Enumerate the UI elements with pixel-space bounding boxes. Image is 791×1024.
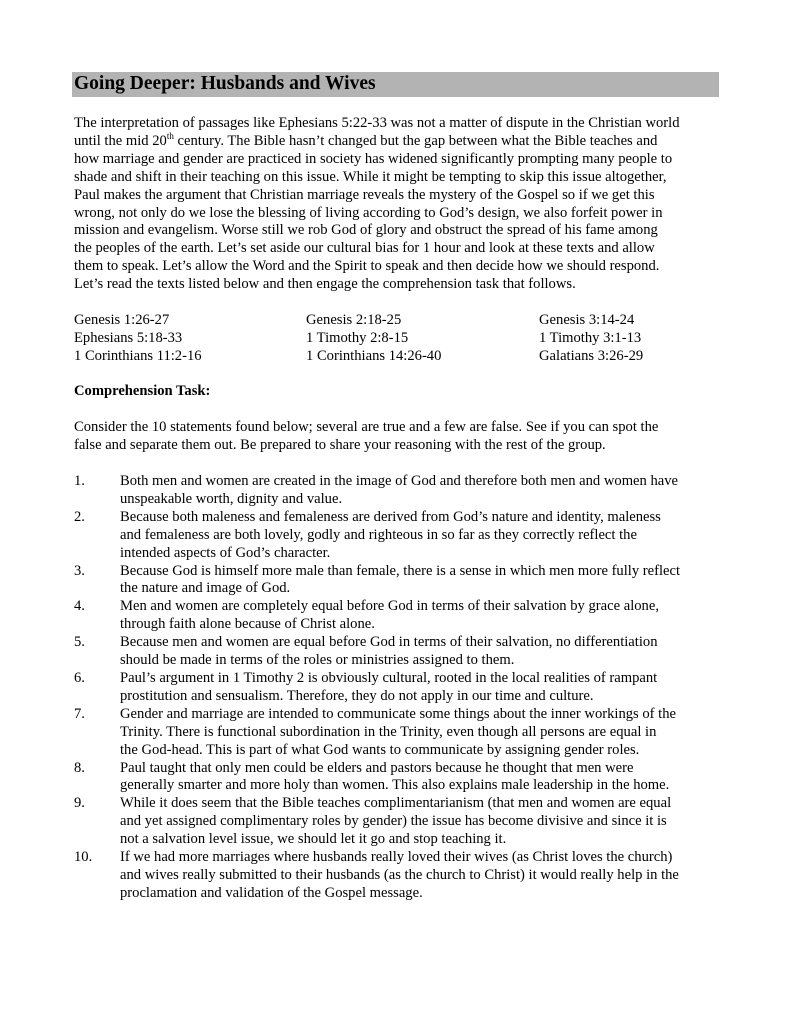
statement-line: and wives really submitted to their husbands (as the church to Christ) it would really help in the	[120, 866, 679, 883]
statement-line: the God-head. This is part of what God wants to communicate by assigning gender roles.	[120, 741, 640, 758]
intro-paragraph	[74, 115, 724, 294]
statement-number: 8.	[74, 759, 85, 776]
statement-line: intended aspects of God’s character.	[120, 544, 331, 561]
statement-line: While it does seem that the Bible teaches complimentarianism (that men and women are equal	[120, 795, 672, 812]
statement-number: 6.	[74, 669, 85, 686]
statement-text	[120, 634, 724, 670]
superscript: th	[166, 130, 174, 141]
statement-number: 3.	[74, 562, 85, 579]
intro-line: Let’s read the texts listed below and then engage the comprehension task that follows.	[74, 276, 576, 293]
reference-row	[74, 330, 724, 348]
statement-item	[74, 598, 724, 634]
statement-line: generally smarter and more holy than women. This also explains male leadership in the home.	[120, 777, 670, 794]
intro-line: them to speak. Let’s allow the Word and the Spirit to speak and then decide how we should respond.	[74, 258, 660, 275]
statement-number: 1.	[74, 473, 85, 489]
statement-line: through faith alone because of Christ alone.	[120, 616, 375, 633]
scripture-reference: Genesis 2:18-25	[306, 312, 402, 328]
instruction-line: Consider the 10 statements found below; several are true and a few are false. See if you can spot the	[74, 419, 659, 435]
statement-number: 9.	[74, 795, 85, 812]
scripture-reference: 1 Timothy 2:8-15	[306, 329, 409, 346]
intro-line: mission and evangelism. Worse still we rob God of glory and obstruct the spread of his fame among	[74, 222, 658, 239]
reference-row	[74, 312, 724, 330]
intro-text: until the mid 20	[74, 132, 167, 149]
intro-line: the peoples of the earth. Let’s set aside our cultural bias for 1 hour and look at these texts and allow	[74, 240, 655, 257]
statement-line: Gender and marriage are intended to communicate some things about the inner workings of the	[120, 705, 677, 722]
statement-text	[120, 760, 724, 796]
statement-line: Because men and women are equal before God in terms of their salvation, no differentiation	[120, 634, 658, 651]
intro-line: The interpretation of passages like Ephesians 5:22-33 was not a matter of dispute in the Christian world	[74, 115, 680, 131]
task-instructions	[74, 419, 724, 455]
statement-item	[74, 706, 724, 760]
statement-line: unspeakable worth, dignity and value.	[120, 490, 343, 507]
statement-line: prostitution and sensualism. Therefore, they do not apply in our time and culture.	[120, 687, 594, 704]
statement-line: If we had more marriages where husbands really loved their wives (as Christ loves the church)	[120, 849, 673, 866]
scripture-reference: Genesis 1:26-27	[74, 312, 170, 328]
statement-line: proclamation and validation of the Gospel message.	[120, 884, 423, 901]
statement-item	[74, 670, 724, 706]
statement-item	[74, 849, 724, 903]
reference-row	[74, 348, 724, 366]
intro-line: Paul makes the argument that Christian marriage reveals the mystery of the Gospel so if we get this	[74, 186, 655, 203]
scripture-reference: Galatians 3:26-29	[539, 347, 644, 364]
scripture-reference-table	[74, 312, 724, 366]
scripture-reference: 1 Corinthians 14:26-40	[306, 347, 442, 364]
statement-item	[74, 634, 724, 670]
statement-text	[120, 598, 724, 634]
statement-item	[74, 760, 724, 796]
intro-line: how marriage and gender are practiced in society has widened significantly prompting many people to	[74, 150, 673, 167]
statement-line: not a salvation level issue, we should let it go and stop teaching it.	[120, 831, 507, 848]
statement-text	[120, 670, 724, 706]
intro-line: wrong, not only do we lose the blessing of living according to God’s design, we also forfeit power in	[74, 204, 663, 221]
intro-line: shade and shift in their teaching on this issue. While it might be tempting to skip this issue altogether,	[74, 168, 667, 185]
statement-text	[120, 563, 724, 599]
heading-bar	[72, 72, 719, 97]
statement-number: 4.	[74, 598, 85, 615]
statement-item	[74, 473, 724, 509]
statement-line: Trinity. There is functional subordination in the Trinity, even though all persons are equal in	[120, 723, 657, 740]
statement-number: 10.	[74, 849, 93, 866]
statement-item	[74, 509, 724, 563]
statement-text	[120, 849, 724, 903]
statement-line: Both men and women are created in the image of God and therefore both men and women have	[120, 473, 679, 489]
statement-item	[74, 563, 724, 599]
intro-text: century. The Bible hasn’t changed but the gap between what the Bible teaches and	[173, 132, 658, 149]
statement-number: 2.	[74, 508, 85, 525]
statement-text	[120, 795, 724, 849]
statement-line: Because both maleness and femaleness are derived from God’s nature and identity, maleness	[120, 508, 661, 525]
scripture-reference: Ephesians 5:18-33	[74, 329, 183, 346]
page-title: Going Deeper: Husbands and Wives	[74, 73, 376, 94]
statement-line: and femaleness are both lovely, godly and righteous in so far as they correctly reflect the	[120, 526, 637, 543]
statement-line: Paul taught that only men could be elders and pastors because he thought that men were	[120, 759, 634, 776]
statement-line: the nature and image of God.	[120, 580, 291, 597]
instruction-line: false and separate them out. Be prepared to share your reasoning with the rest of the group.	[74, 436, 606, 453]
statement-line: should be made in terms of the roles or ministries assigned to them.	[120, 652, 515, 669]
scripture-reference: 1 Corinthians 11:2-16	[74, 347, 202, 364]
statement-line: and yet assigned complimentary roles by gender) the issue has become divisive and since it is	[120, 813, 667, 830]
statement-list	[74, 473, 724, 903]
statement-line: Paul’s argument in 1 Timothy 2 is obviously cultural, rooted in the local realities of rampant	[120, 669, 658, 686]
scripture-reference: 1 Timothy 3:1-13	[539, 329, 642, 346]
statement-text	[120, 509, 724, 563]
scripture-reference: Genesis 3:14-24	[539, 312, 635, 328]
task-heading: Comprehension Task:	[74, 383, 211, 399]
statement-number: 5.	[74, 634, 85, 651]
statement-text	[120, 473, 724, 509]
statement-line: Because God is himself more male than female, there is a sense in which men more fully reflect	[120, 562, 681, 579]
statement-line: Men and women are completely equal before God in terms of their salvation by grace alone,	[120, 598, 659, 615]
statement-number: 7.	[74, 705, 85, 722]
statement-item	[74, 795, 724, 849]
statement-text	[120, 706, 724, 760]
intro-line	[74, 130, 724, 151]
